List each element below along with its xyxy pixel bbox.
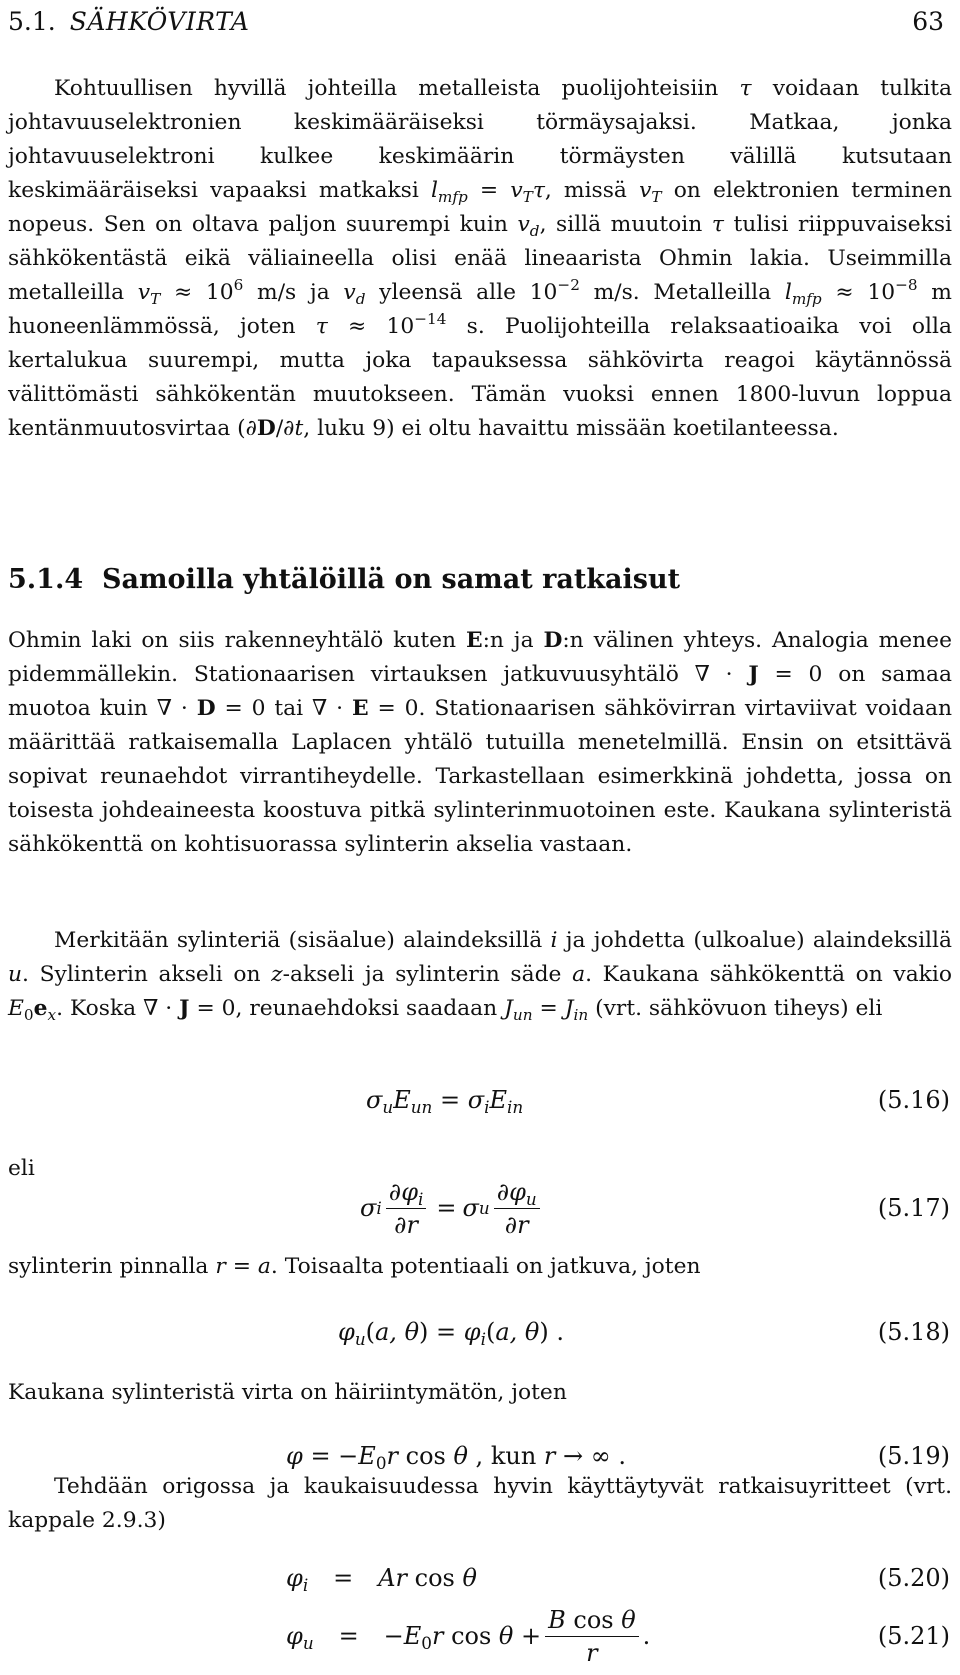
equation-5-21 [0, 1598, 960, 1674]
equation-body: $\varphi = -E_0r$ cos θ , kun r → ∞ . [286, 1442, 627, 1473]
equation-body: $\sigma_uE_{un} = \sigma_iE_{in}$ [366, 1086, 524, 1117]
equation-body: σ i $\frac{\partial\varphi_i}{\partial r}$ = σ u $\frac{\partial\varphi_u}{\partial r}$ [360, 1168, 544, 1248]
paragraph-1: Kohtuullisen hyvillä johteilla metalleista puolijohteisiin τ voidaan tulkita johtavuuselektronien keskimääräiseksi törmäysajaksi. Matkaa, jonka johtavuuselektroni kulkee keskimäärin törmäysten välillä kutsutaan keskimääräiseksi vapaaksi matkaksi $l_{mfp} = v_T\tau$, missä $v_T$ on elektronien terminen nopeus. Sen on oltava paljon suurempi kuin $v_d$, sillä muutoin τ tulisi riippuvaiseksi sähkökentästä eikä väliaineella olisi enää lineaarista Ohmin lakia. Useimmilla metalleilla $v_T \approx 10^6$ m/s ja $v_d$ yleensä alle $10^{-2}$ m/s. Metalleilla $l_{mfp} \approx 10^{-8}$ m huoneenlämmössä, joten $\tau \approx 10^{-14}$ s. Puolijohteilla relaksaatioaika voi olla kertalukua suurempi, mutta joka tapauksessa sähkövirta reagoi käytännössä välittömästi sähkökentän muutokseen. Tämän vuoksi ennen 1800-luvun loppua kentänmuutosvirtaa (∂D/∂t, luku 9) ei oltu havaittu missään koetilanteessa. [8, 76, 952, 441]
paragraph-6: Tehdään origossa ja kaukaisuudessa hyvin käyttäytyvät ratkaisuyritteet (vrt. kappale 2.9.3) [8, 1474, 952, 1533]
equation-5-18 [0, 1312, 960, 1372]
equation-body: $\varphi_u(a$, $\theta) = \varphi_i(a$, θ) . [338, 1318, 564, 1349]
paragraph-4: sylinterin pinnalla r = a. Toisaalta potentiaali on jatkuva, joten [8, 1254, 701, 1279]
equation-body: $\varphi_u$ = $-E_0r$ cos θ + $\frac{\text{B cos θ}}{r}$ . [286, 1605, 651, 1667]
page-number: 63 [912, 7, 944, 36]
equation-number: (5.19) [877, 1442, 950, 1470]
chapter-heading: 5.1. SÄHKÖVIRTA [8, 7, 250, 36]
equation-5-17 [0, 1168, 960, 1248]
equation-number: (5.17) [877, 1194, 950, 1222]
equation-number: (5.16) [877, 1086, 950, 1114]
running-header [8, 4, 952, 40]
equation-number: (5.20) [877, 1564, 950, 1592]
text-eli: eli [8, 1156, 35, 1181]
paragraph-5: Kaukana sylinteristä virta on häiriintymätön, joten [8, 1380, 567, 1405]
equation-5-16 [0, 1080, 960, 1140]
equation-body: $\varphi_i = Ar$ cos θ [286, 1564, 477, 1595]
equation-number: (5.21) [877, 1622, 950, 1650]
paragraph-3: Merkitään sylinteriä (sisäalue) alaindeksillä i ja johdetta (ulkoalue) alaindeksillä u. Sylinterin akseli on z-akseli ja sylinterin säde a. Kaukana sähkökenttä on vakio $E_0e_x$. Koska ∇ · J = 0, reunaehdoksi saadaan $J_{un} = J_{in}$ (vrt. sähkövuon tiheys) eli [8, 928, 952, 1024]
section-heading [8, 562, 948, 598]
paragraph-2: Ohmin laki on siis rakenneyhtälö kuten E:n ja D:n välinen yhteys. Analogia menee pidemmällekin. Stationaarisen virtauksen jatkuvuusyhtälö ∇ · J = 0 on samaa muotoa kuin ∇ · D = 0 tai ∇ · E = 0. Stationaarisen sähkövirran virtaviivat voidaan määrittää ratkaisemalla Laplacen yhtälö tutuilla menetelmillä. Ensin on etsittävä sopivat reunaehdot virrantiheydelle. Tarkastellaan esimerkkinä johdetta, jossa on toisesta johdeaineesta koostuva pitkä sylinterinmuotoinen este. Kaukana sylinteristä sähkökenttä on kohtisuorassa sylinterin akselia vastaan. [8, 628, 952, 857]
equation-number: (5.18) [877, 1318, 950, 1346]
section-title: Samoilla yhtälöillä on samat ratkaisut [102, 564, 681, 595]
section-number: 5.1.4 [8, 564, 84, 595]
